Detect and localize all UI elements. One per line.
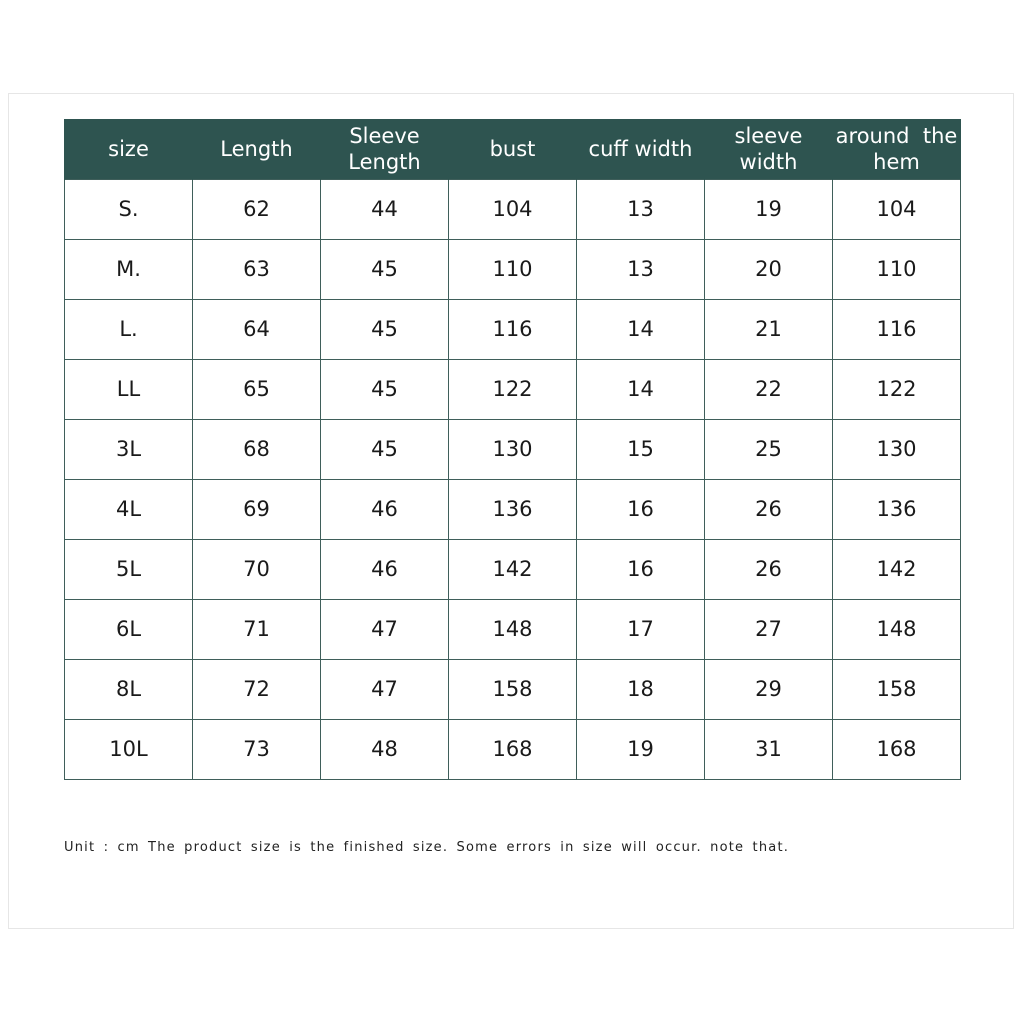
cell-length: 73	[193, 719, 321, 779]
cell-around-the-hem: 116	[833, 299, 961, 359]
header-sleeve-width-line2: width	[739, 149, 798, 174]
cell-sleeve-length: 45	[321, 359, 449, 419]
cell-sleeve-length: 44	[321, 179, 449, 239]
cell-cuff-width: 15	[577, 419, 705, 479]
cell-bust: 130	[449, 419, 577, 479]
cell-cuff-width: 19	[577, 719, 705, 779]
cell-sleeve-width: 27	[705, 599, 833, 659]
cell-bust: 168	[449, 719, 577, 779]
cell-around-the-hem: 136	[833, 479, 961, 539]
header-sleeve-width	[705, 119, 833, 179]
table-body	[65, 179, 961, 779]
cell-length: 62	[193, 179, 321, 239]
cell-cuff-width: 14	[577, 299, 705, 359]
table-row	[65, 659, 961, 719]
cell-size: 4L	[65, 479, 193, 539]
cell-around-the-hem: 158	[833, 659, 961, 719]
table-row	[65, 359, 961, 419]
cell-sleeve-length: 47	[321, 599, 449, 659]
cell-sleeve-width: 26	[705, 479, 833, 539]
cell-cuff-width: 16	[577, 539, 705, 599]
header-length	[193, 119, 321, 179]
header-bust	[449, 119, 577, 179]
table-row	[65, 539, 961, 599]
cell-size: 5L	[65, 539, 193, 599]
cell-size: L.	[65, 299, 193, 359]
cell-size: 10L	[65, 719, 193, 779]
cell-length: 70	[193, 539, 321, 599]
cell-cuff-width: 17	[577, 599, 705, 659]
cell-around-the-hem: 142	[833, 539, 961, 599]
cell-length: 69	[193, 479, 321, 539]
cell-size: M.	[65, 239, 193, 299]
header-sleeve-length-line1: Sleeve	[349, 123, 420, 148]
cell-bust: 116	[449, 299, 577, 359]
header-size	[65, 119, 193, 179]
header-row	[65, 119, 961, 179]
size-chart-table	[64, 119, 961, 780]
header-bust-label: bust	[489, 136, 536, 161]
cell-bust: 142	[449, 539, 577, 599]
cell-sleeve-length: 46	[321, 479, 449, 539]
cell-cuff-width: 14	[577, 359, 705, 419]
header-sleeve-length	[321, 119, 449, 179]
cell-bust: 122	[449, 359, 577, 419]
header-length-label: Length	[220, 136, 293, 161]
cell-cuff-width: 18	[577, 659, 705, 719]
cell-length: 64	[193, 299, 321, 359]
cell-size: S.	[65, 179, 193, 239]
cell-sleeve-length: 45	[321, 419, 449, 479]
header-cuff-width	[577, 119, 705, 179]
cell-length: 72	[193, 659, 321, 719]
cell-sleeve-width: 25	[705, 419, 833, 479]
cell-bust: 148	[449, 599, 577, 659]
header-size-label: size	[108, 136, 149, 161]
cell-cuff-width: 13	[577, 179, 705, 239]
unit-footnote: Unit : cm The product size is the finished size. Some errors in size will occur. note that.	[64, 840, 790, 855]
cell-sleeve-length: 47	[321, 659, 449, 719]
cell-bust: 110	[449, 239, 577, 299]
cell-size: 8L	[65, 659, 193, 719]
cell-around-the-hem: 122	[833, 359, 961, 419]
cell-sleeve-width: 20	[705, 239, 833, 299]
cell-length: 68	[193, 419, 321, 479]
table-row	[65, 599, 961, 659]
table-row	[65, 479, 961, 539]
cell-bust: 158	[449, 659, 577, 719]
cell-sleeve-length: 48	[321, 719, 449, 779]
table-row	[65, 719, 961, 779]
header-sleeve-length-line2: Length	[348, 149, 421, 174]
cell-around-the-hem: 148	[833, 599, 961, 659]
header-around-the-hem-line1: around the	[835, 123, 958, 148]
cell-sleeve-width: 29	[705, 659, 833, 719]
cell-cuff-width: 16	[577, 479, 705, 539]
cell-around-the-hem: 110	[833, 239, 961, 299]
cell-around-the-hem: 168	[833, 719, 961, 779]
cell-size: 3L	[65, 419, 193, 479]
cell-size: LL	[65, 359, 193, 419]
cell-sleeve-length: 45	[321, 239, 449, 299]
header-cuff-width-label: cuff width	[588, 136, 693, 161]
cell-sleeve-width: 26	[705, 539, 833, 599]
cell-around-the-hem: 130	[833, 419, 961, 479]
cell-length: 65	[193, 359, 321, 419]
cell-sleeve-width: 22	[705, 359, 833, 419]
header-sleeve-width-line1: sleeve	[734, 123, 803, 148]
cell-length: 71	[193, 599, 321, 659]
cell-sleeve-length: 46	[321, 539, 449, 599]
header-around-the-hem	[833, 119, 961, 179]
cell-bust: 136	[449, 479, 577, 539]
cell-cuff-width: 13	[577, 239, 705, 299]
cell-bust: 104	[449, 179, 577, 239]
header-around-the-hem-line2: hem	[873, 149, 920, 174]
cell-sleeve-length: 45	[321, 299, 449, 359]
cell-size: 6L	[65, 599, 193, 659]
cell-sleeve-width: 31	[705, 719, 833, 779]
cell-around-the-hem: 104	[833, 179, 961, 239]
table-row	[65, 179, 961, 239]
table-row	[65, 419, 961, 479]
cell-sleeve-width: 19	[705, 179, 833, 239]
table-row	[65, 239, 961, 299]
table-row	[65, 299, 961, 359]
cell-sleeve-width: 21	[705, 299, 833, 359]
cell-length: 63	[193, 239, 321, 299]
